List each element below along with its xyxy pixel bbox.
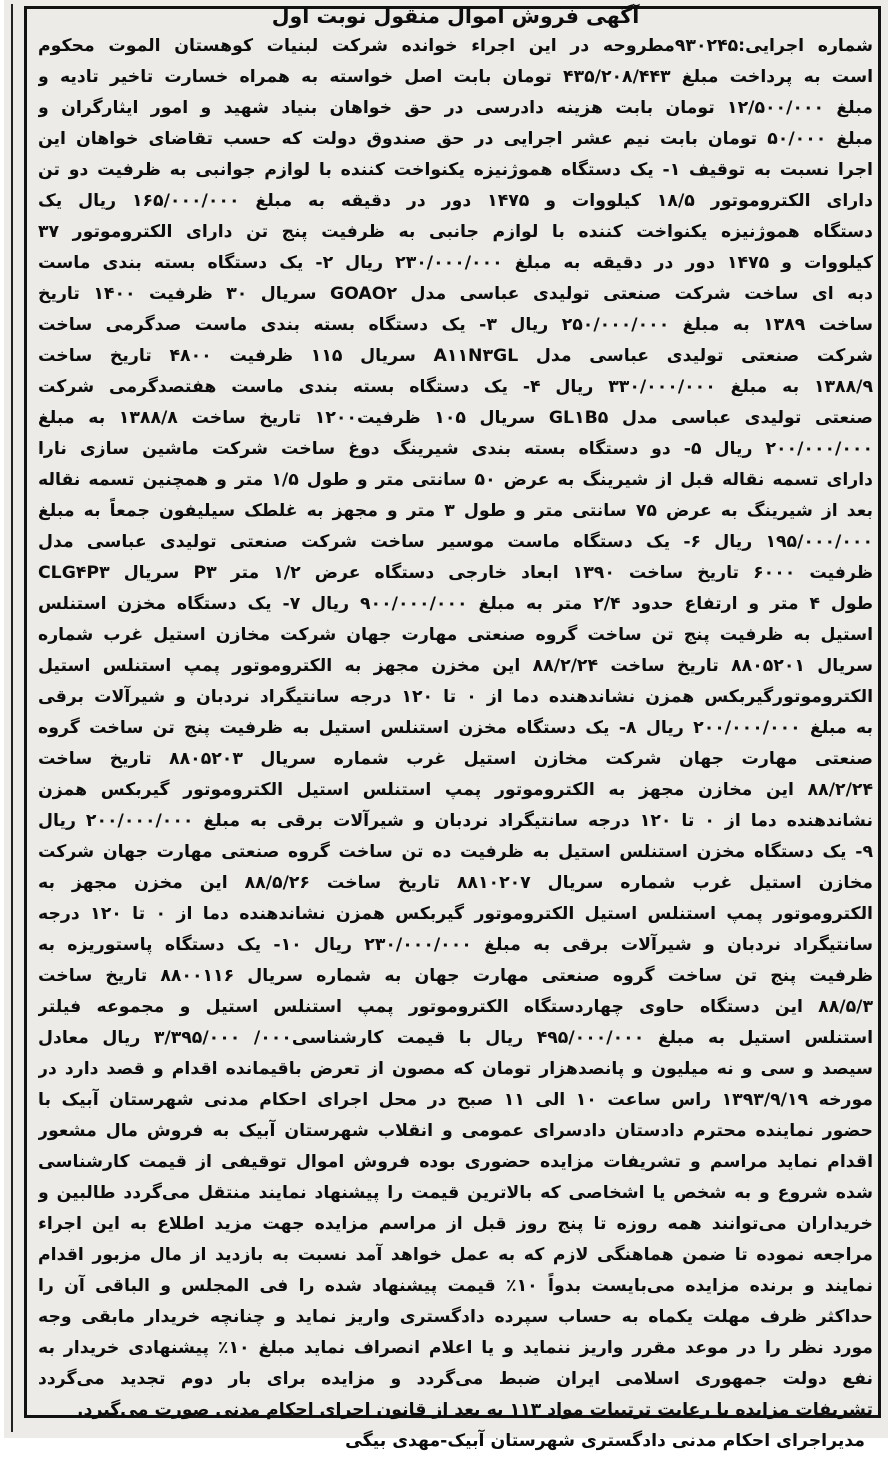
notice-text-line: شماره اجرایی:۹۳۰۲۴۵مطروحه در این اجراء خوانده شرکت لبنیات کوهستان الموت محکوم — [38, 36, 873, 56]
auction-notice — [38, 2, 873, 1457]
notice-text-line: ۸۸/۵/۳ این دستگاه حاوی چهاردستگاه الکتروموتور پمپ استنلس استیل و مجموعه فیلتر — [38, 997, 873, 1017]
notice-text-line: مخازن استیل غرب شماره سریال ۸۸۱۰۲۰۷ تاریخ ساخت ۸۸/۵/۲۶ این مخزن مجهز به — [38, 873, 873, 893]
notice-text-line: کیلووات و ۱۴۷۵ دور در دقیقه به مبلغ ۲۳۰/۰۰۰/۰۰۰ ریال ۲- یک دستگاه بسته بندی ماست — [38, 253, 873, 273]
notice-title: آگهی فروش اموال منقول نوبت اول — [271, 4, 640, 28]
notice-text-line: دبه ای ساخت شرکت صنعتی تولیدی عباسی مدل GOAO۲ سریال ۳۰ ظرفیت ۱۴۰۰ تاریخ — [38, 284, 873, 304]
notice-text-line: صنعتی مهارت جهان شرکت مخازن استیل غرب شماره سریال ۸۸۰۵۲۰۳ تاریخ ساخت — [38, 749, 873, 769]
notice-text-line: اقدام نماید مراسم و تشریفات مزایده حضوری بوده فروش اموال توقیفی از قیمت کارشناسی — [38, 1152, 873, 1172]
notice-text-line: سریال ۸۸۰۵۲۰۱ تاریخ ساخت ۸۸/۲/۲۴ این مخزن مجهز به الکتروموتور پمپ استنلس استیل — [38, 656, 873, 676]
notice-text-line: صنعتی تولیدی عباسی مدل GL۱B۵ سریال ۱۰۵ ظرفیت۱۲۰۰ تاریخ ساخت ۱۳۸۸/۸ به مبلغ — [38, 408, 873, 428]
notice-text-line: الکتروموتورگیربکس همزن نشاندهنده دما از ۰ تا ۱۲۰ درجه سانتیگراد نردبان و شیرآلات برقی — [38, 687, 873, 707]
notice-text-line: مبلغ ۱۲/۵۰۰/۰۰۰ تومان بابت هزینه دادرسی در حق خواهان بنیاد شهید و امور ایثارگران و — [38, 98, 873, 118]
notice-text-line: اجرا نسبت به توقیف ۱- یک دستگاه هموژنیزه یکنواخت کننده با لوازم جوانبی به ظرفیت دو تن — [38, 160, 873, 180]
notice-text-line: شرکت صنعتی تولیدی عباسی مدل A۱۱N۳GL سریال ۱۱۵ ظرفیت ۴۸۰۰ تاریخ ساخت — [38, 346, 873, 366]
notice-signature: مدیراجرای احکام مدنی دادگستری شهرستان آبیک-مهدی بیگی — [345, 1431, 865, 1451]
notice-text-line: شده شروع و به شخص یا اشخاصی که بالاترین قیمت را پیشنهاد نمایند منتقل می‌گردد طالبین و — [38, 1183, 873, 1203]
notice-text-line: نفع دولت جمهوری اسلامی ایران ضبط می‌گردد و مزایده برای بار دوم تجدید می‌گردد — [38, 1369, 873, 1389]
notice-text-line: است به پرداخت مبلغ ۴۳۵/۲۰۸/۴۴۳ تومان بابت اصل خواسته به همراه خسارت تاخیر تادیه و — [38, 67, 873, 87]
notice-text-line: استیل به ظرفیت پنج تن ساخت گروه صنعتی مهارت جهان شرکت مخازن استیل غرب شماره — [38, 625, 873, 645]
notice-text-line: ظرفیت پنج تن ساخت گروه صنعتی مهارت جهان به شماره سریال ۸۸۰۰۱۱۶ تاریخ ساخت — [38, 966, 873, 986]
notice-text-line: ساخت ۱۳۸۹ به مبلغ ۲۵۰/۰۰۰/۰۰۰ ریال ۳- یک دستگاه بسته بندی ماست صدگرمی ساخت — [38, 315, 873, 335]
notice-text-line: طول ۴ متر و ارتفاع حدود ۲/۴ متر به مبلغ ۹۰۰/۰۰۰/۰۰۰ ریال ۷- یک دستگاه مخزن استنلس — [38, 594, 873, 614]
notice-text-line: حداکثر ظرف مهلت یکماه به حساب سپرده دادگستری واریز نماید و چنانچه خریدار مابقی وجه — [38, 1307, 873, 1327]
notice-text-line: خریداران می‌توانند همه روزه تا پنج روز قبل از مراسم مزایده جهت مزید اطلاع به این اجراء — [38, 1214, 873, 1234]
notice-text-line: مورخه ۱۳۹۳/۹/۱۹ راس ساعت ۱۰ الی ۱۱ صبح در محل اجرای احکام مدنی شهرستان آبیک با — [38, 1090, 873, 1110]
notice-text-line: سیصد و سی و نه میلیون و پانصدهزار تومان که مصون از تعرض باقیمانده اقدام و قصد دارد در — [38, 1059, 873, 1079]
notice-text-line: ۱۳۸۸/۹ به مبلغ ۳۳۰/۰۰۰/۰۰۰ ریال ۴- یک دستگاه بسته بندی ماست هفتصدگرمی شرکت — [38, 377, 873, 397]
notice-text-line: نمایند و برنده مزایده می‌بایست بدواً ۱۰٪ قیمت پیشنهاد شده را فی المجلس و الباقی آن را — [38, 1276, 873, 1296]
notice-text-line: به مبلغ ۲۰۰/۰۰۰/۰۰۰ ریال ۸- یک دستگاه مخزن استنلس استیل به ظرفیت پنج تن ساخت گروه — [38, 718, 873, 738]
notice-text-line: بعد از شیرینگ به عرض ۷۵ سانتی متر و طول ۳ متر و مجهز به غلطک سیلیفون جمعاً به مبلغ — [38, 501, 873, 521]
notice-body — [38, 31, 873, 1426]
notice-text-line: استنلس استیل به مبلغ ۴۹۵/۰۰۰/۰۰۰ ریال با قیمت کارشناسی۰۰۰/ ۳/۳۹۵/۰۰۰ ریال معادل — [38, 1028, 873, 1048]
notice-text-line: حضور نماینده محترم دادستان دادسرای عمومی و انقلاب شهرستان آبیک به فروش مال مشعور — [38, 1121, 873, 1141]
notice-text-line: ۸۸/۲/۲۴ این مخازن مجهز به الکتروموتور پمپ استنلس استیل الکتروموتور گیربکس همزن — [38, 780, 873, 800]
notice-text-line: سانتیگراد نردبان و شیرآلات برقی به مبلغ ۲۳۰/۰۰۰/۰۰۰ ریال ۱۰- یک دستگاه پاستوریزه به — [38, 935, 873, 955]
notice-text-line: مراجعه نموده تا ضمن هماهنگی لازم که به عمل خواهد آمد نسبت به بازدید از مال مزبور اقدام — [38, 1245, 873, 1265]
notice-text-line: ۱۹۵/۰۰۰/۰۰۰ ریال ۶- یک دستگاه ماست موسیر ساخت شرکت صنعتی تولیدی عباسی مدل — [38, 532, 873, 552]
notice-text-line: دارای تسمه نقاله قبل از شیرینگ به عرض ۵۰ سانتی متر و طول ۱/۵ متر و همچنین تسمه نقاله — [38, 470, 873, 490]
notice-text-line: نشاندهنده دما از ۰ تا ۱۲۰ درجه سانتیگراد نردبان و شیرآلات برقی به مبلغ ۲۰۰/۰۰۰/۰۰۰ ریال — [38, 811, 873, 831]
notice-text-line: ۲۰۰/۰۰۰/۰۰۰ ریال ۵- دو دستگاه بسته بندی شیرینگ دوغ ساخت شرکت ماشین سازی نارا — [38, 439, 873, 459]
notice-text-line: مبلغ ۵۰/۰۰۰ تومان بابت نیم عشر اجرایی در حق صندوق دولت که حسب تقاضای خواهان این — [38, 129, 873, 149]
notice-text-line: ۹- یک دستگاه مخزن استنلس استیل به ظرفیت ده تن ساخت گروه صنعتی مهارت جهان شرکت — [38, 842, 873, 862]
newspaper-clipping — [4, 0, 888, 1451]
notice-text-line: مورد نظر را در موعد مقرر واریز ننماید و یا اعلام انصراف نماید مبلغ ۱۰٪ پیشنهادی خریدار به — [38, 1338, 873, 1358]
notice-text-line: دستگاه هموژنیزه یکنواخت کننده با لوازم جانبی به ظرفیت پنج تن دارای الکتروموتور ۳۷ — [38, 222, 873, 242]
column-rule — [11, 4, 13, 1432]
notice-text-line: CLG۴P۳ سریال P۳ ظرفیت ۶۰۰۰ تاریخ ساخت ۱۳۹۰ ابعاد خارجی دستگاه عرض ۱/۲ متر — [38, 563, 873, 583]
notice-text-line: تشریفات مزایده با رعایت ترتیبات مواد ۱۱۳ به بعد از قانون اجرای احکام مدنی صورت می‌گیرد. — [77, 1400, 873, 1420]
notice-text-line: دارای الکتروموتور ۱۸/۵ کیلووات و ۱۴۷۵ دور در دقیقه به مبلغ ۱۶۵/۰۰۰/۰۰۰ ریال یک — [38, 191, 873, 211]
notice-text-line: الکتروموتور پمپ استنلس استیل الکتروموتور گیربکس همزن نشاندهنده دما از ۰ تا ۱۲۰ درجه — [38, 904, 873, 924]
